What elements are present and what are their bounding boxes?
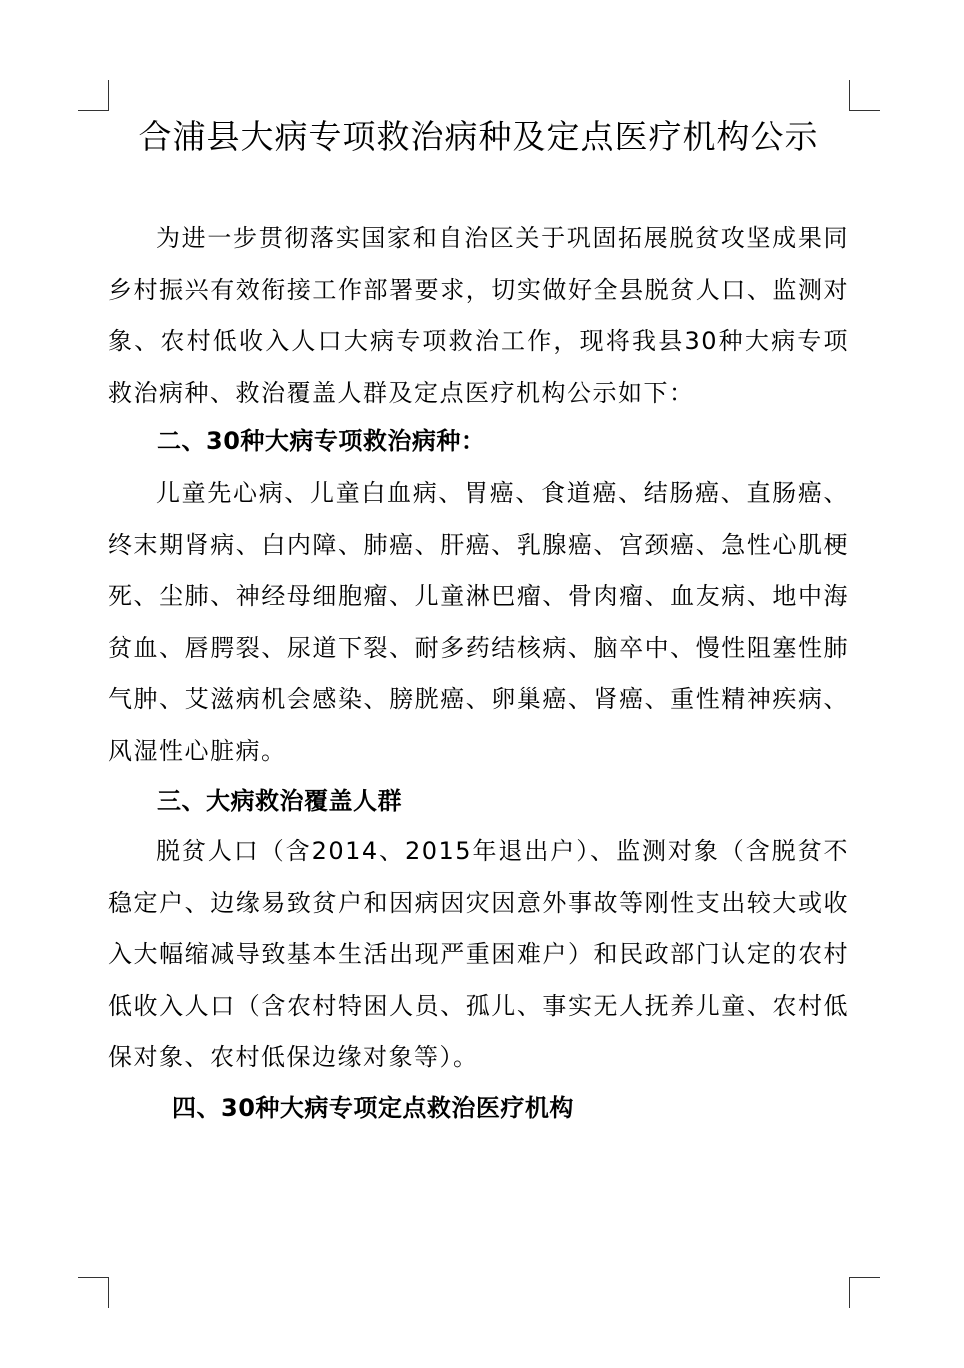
crop-mark-bottom-right <box>849 1277 880 1308</box>
document-title: 合浦县大病专项救治病种及定点医疗机构公示 <box>138 117 819 156</box>
section-heading-diseases: 二、30种大病专项救治病种： <box>157 427 486 455</box>
coverage-paragraph: 脱贫人口（含2014、2015年退出户）、监测对象（含脱贫不稳定户、边缘易致贫户和因病因灾因意外事故等刚性支出较大或收入大幅缩减导致基本生活出现严重困难户）和民政部门认定的农村低收入人口（含农村特困人员、孤儿、事实无人抚养儿童、农村低保对象、农村低保边缘对象等）。 <box>108 837 849 1071</box>
crop-mark-bottom-left <box>78 1277 109 1308</box>
section-heading-institutions: 四、30种大病专项定点救治医疗机构 <box>172 1094 574 1122</box>
disease-list-paragraph: 儿童先心病、儿童白血病、胃癌、食道癌、结肠癌、直肠癌、终末期肾病、白内障、肺癌、肝癌、乳腺癌、宫颈癌、急性心肌梗死、尘肺、神经母细胞瘤、儿童淋巴瘤、骨肉瘤、血友病、地中海贫血、唇腭裂、尿道下裂、耐多药结核病、脑卒中、慢性阻塞性肺气肿、艾滋病机会感染、膀胱癌、卵巢癌、肾癌、重性精神疾病、风湿性心脏病。 <box>108 479 849 765</box>
crop-mark-top-left <box>78 80 109 111</box>
intro-paragraph: 为进一步贯彻落实国家和自治区关于巩固拓展脱贫攻坚成果同乡村振兴有效衔接工作部署要求，切实做好全县脱贫人口、监测对象、农村低收入人口大病专项救治工作，现将我县30种大病专项救治病种、救治覆盖人群及定点医疗机构公示如下： <box>108 224 849 407</box>
section-heading-coverage: 三、大病救治覆盖人群 <box>157 787 402 815</box>
crop-mark-top-right <box>849 80 880 111</box>
